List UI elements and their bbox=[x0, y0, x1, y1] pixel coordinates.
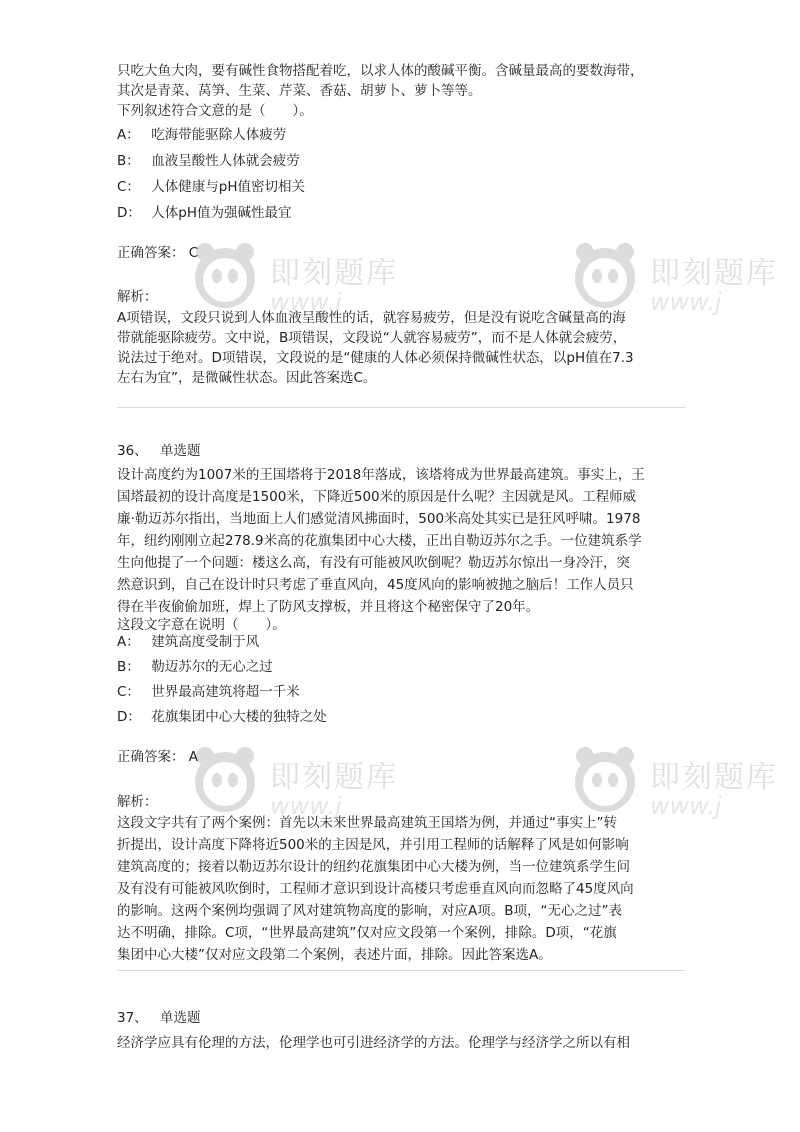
watermark-text: 即刻题库 bbox=[270, 760, 398, 795]
intro-analysis-line-1: A项错误，文段只说到人体血液呈酸性的话，就容易疲劳，但是没有说吃含碱量高的海 bbox=[117, 310, 626, 326]
answer-value: C bbox=[188, 245, 199, 261]
watermark-url: www.j bbox=[650, 288, 722, 316]
question-type: 单选题 bbox=[159, 443, 201, 459]
q36-analysis-line-3: 建筑高度的；接着以勒迈苏尔设计的纽约花旗集团中心大楼为例，当一位建筑系学生问 bbox=[117, 859, 630, 875]
q36-line-3: 廉·勒迈苏尔指出，当地面上人们感觉清风拂面时，500米高处其实已是狂风呼啸。1978 bbox=[117, 511, 641, 527]
option-label: D： bbox=[117, 709, 141, 725]
q36-line-7: 得在半夜偷偷加班，焊上了防风支撑板，并且将这个秘密保守了20年。 bbox=[117, 599, 540, 615]
option-text: 血液呈酸性人体就会疲劳 bbox=[151, 153, 300, 169]
q36-header bbox=[117, 441, 200, 461]
section-divider bbox=[117, 407, 685, 408]
q36-analysis-line-2: 折提出，设计高度下降将近500米的主因是风，并引用工程师的话解释了风是如何影响 bbox=[117, 837, 629, 853]
intro-option-d bbox=[117, 203, 292, 223]
answer-label: 正确答案： bbox=[117, 245, 185, 261]
q36-option-a bbox=[117, 632, 259, 652]
intro-question: 下列叙述符合文意的是（ ）。 bbox=[117, 103, 313, 119]
option-label: A： bbox=[117, 127, 140, 143]
option-text: 吃海带能驱除人体疲劳 bbox=[151, 127, 287, 143]
option-label: A： bbox=[117, 634, 140, 650]
option-label: C： bbox=[117, 179, 140, 195]
q36-analysis-line-5: 的影响。这两个案例均强调了风对建筑物高度的影响，对应A项。B项，“无心之过”表 bbox=[117, 903, 622, 919]
intro-answer bbox=[117, 243, 198, 263]
option-label: B： bbox=[117, 659, 140, 675]
option-text: 人体健康与pH值密切相关 bbox=[151, 179, 306, 195]
intro-option-c bbox=[117, 177, 305, 197]
option-text: 人体pH值为强碱性最宜 bbox=[151, 205, 292, 221]
question-type: 单选题 bbox=[159, 1010, 201, 1026]
q36-option-b bbox=[117, 657, 273, 677]
option-text: 花旗集团中心大楼的独特之处 bbox=[151, 709, 327, 725]
panda-icon bbox=[190, 236, 260, 316]
intro-line-1: 只吃大鱼大肉，要有碱性食物搭配着吃，以求人体的酸碱平衡。含碱量最高的要数海带， bbox=[117, 63, 644, 79]
watermark-url: www.j bbox=[270, 792, 342, 820]
watermark-url: www.j bbox=[650, 792, 722, 820]
q36-option-d bbox=[117, 707, 327, 727]
q36-line-5: 生向他提了一个问题：楼这么高，有没有可能被风吹倒呢？勒迈苏尔惊出一身冷汗，突 bbox=[117, 555, 630, 571]
q36-line-1: 设计高度约为1007米的王国塔将于2018年落成，该塔将成为世界最高建筑。事实上，王 bbox=[117, 467, 645, 483]
q36-analysis-line-7: 集团中心大楼”仅对应文段第二个案例，表述片面，排除。因此答案选A。 bbox=[117, 947, 552, 963]
watermark-text: 即刻题库 bbox=[270, 256, 398, 291]
answer-label: 正确答案： bbox=[117, 749, 185, 765]
option-label: D： bbox=[117, 205, 141, 221]
q36-answer bbox=[117, 747, 198, 767]
panda-icon bbox=[190, 740, 260, 820]
option-text: 勒迈苏尔的无心之过 bbox=[151, 659, 273, 675]
option-label: C： bbox=[117, 684, 140, 700]
intro-option-b bbox=[117, 151, 300, 171]
q36-analysis-label: 解析： bbox=[117, 794, 158, 810]
section-divider bbox=[117, 970, 685, 971]
watermark-text: 即刻题库 bbox=[650, 760, 778, 795]
question-number: 37、 bbox=[117, 1010, 148, 1026]
watermark-url: www.j bbox=[270, 288, 342, 316]
option-text: 建筑高度受制于风 bbox=[151, 634, 260, 650]
q36-line-2: 国塔最初的设计高度是1500米，下降近500米的原因是什么呢？主因就是风。工程师威 bbox=[117, 489, 637, 505]
intro-line-2: 其次是青菜、莴笋、生菜、芹菜、香菇、胡萝卜、萝卜等等。 bbox=[117, 83, 482, 99]
q36-analysis-line-4: 及有没有可能被风吹倒时，工程师才意识到设计高楼只考虑垂直风向而忽略了45度风向 bbox=[117, 881, 634, 897]
watermark-text: 即刻题库 bbox=[650, 256, 778, 291]
q37-line-1: 经济学应具有伦理的方法，伦理学也可引进经济学的方法。伦理学与经济学之所以有相 bbox=[117, 1035, 630, 1051]
answer-value: A bbox=[188, 749, 199, 765]
intro-analysis-label: 解析： bbox=[117, 289, 158, 305]
intro-analysis-line-2: 带就能驱除疲劳。文中说，B项错误，文段说“人就容易疲劳”，而不是人体就会疲劳， bbox=[117, 330, 627, 346]
intro-analysis-line-4: 左右为宜”，是微碱性状态。因此答案选C。 bbox=[117, 370, 377, 386]
q36-analysis-line-6: 达不明确，排除。C项，“世界最高建筑”仅对应文段第一个案例，排除。D项，“花旗 bbox=[117, 925, 617, 941]
panda-icon bbox=[570, 236, 640, 316]
option-text: 世界最高建筑将超一千米 bbox=[151, 684, 300, 700]
q36-option-c bbox=[117, 682, 300, 702]
question-number: 36、 bbox=[117, 443, 148, 459]
option-label: B： bbox=[117, 153, 140, 169]
q36-line-4: 年，纽约刚刚立起278.9米高的花旗集团中心大楼，正出自勒迈苏尔之手。一位建筑系学 bbox=[117, 533, 642, 549]
q36-question: 这段文字意在说明（ ）。 bbox=[117, 617, 286, 633]
intro-option-a bbox=[117, 125, 286, 145]
panda-icon bbox=[570, 740, 640, 820]
q36-line-6: 然意识到，自己在设计时只考虑了垂直风向，45度风向的影响被抛之脑后！工作人员只 bbox=[117, 577, 634, 593]
q36-analysis-line-1: 这段文字共有了两个案例：首先以未来世界最高建筑王国塔为例，并通过“事实上”转 bbox=[117, 815, 617, 831]
q37-header bbox=[117, 1008, 200, 1028]
intro-analysis-line-3: 说法过于绝对。D项错误，文段说的是“健康的人体必须保持微碱性状态，以pH值在7.3 bbox=[117, 350, 634, 366]
